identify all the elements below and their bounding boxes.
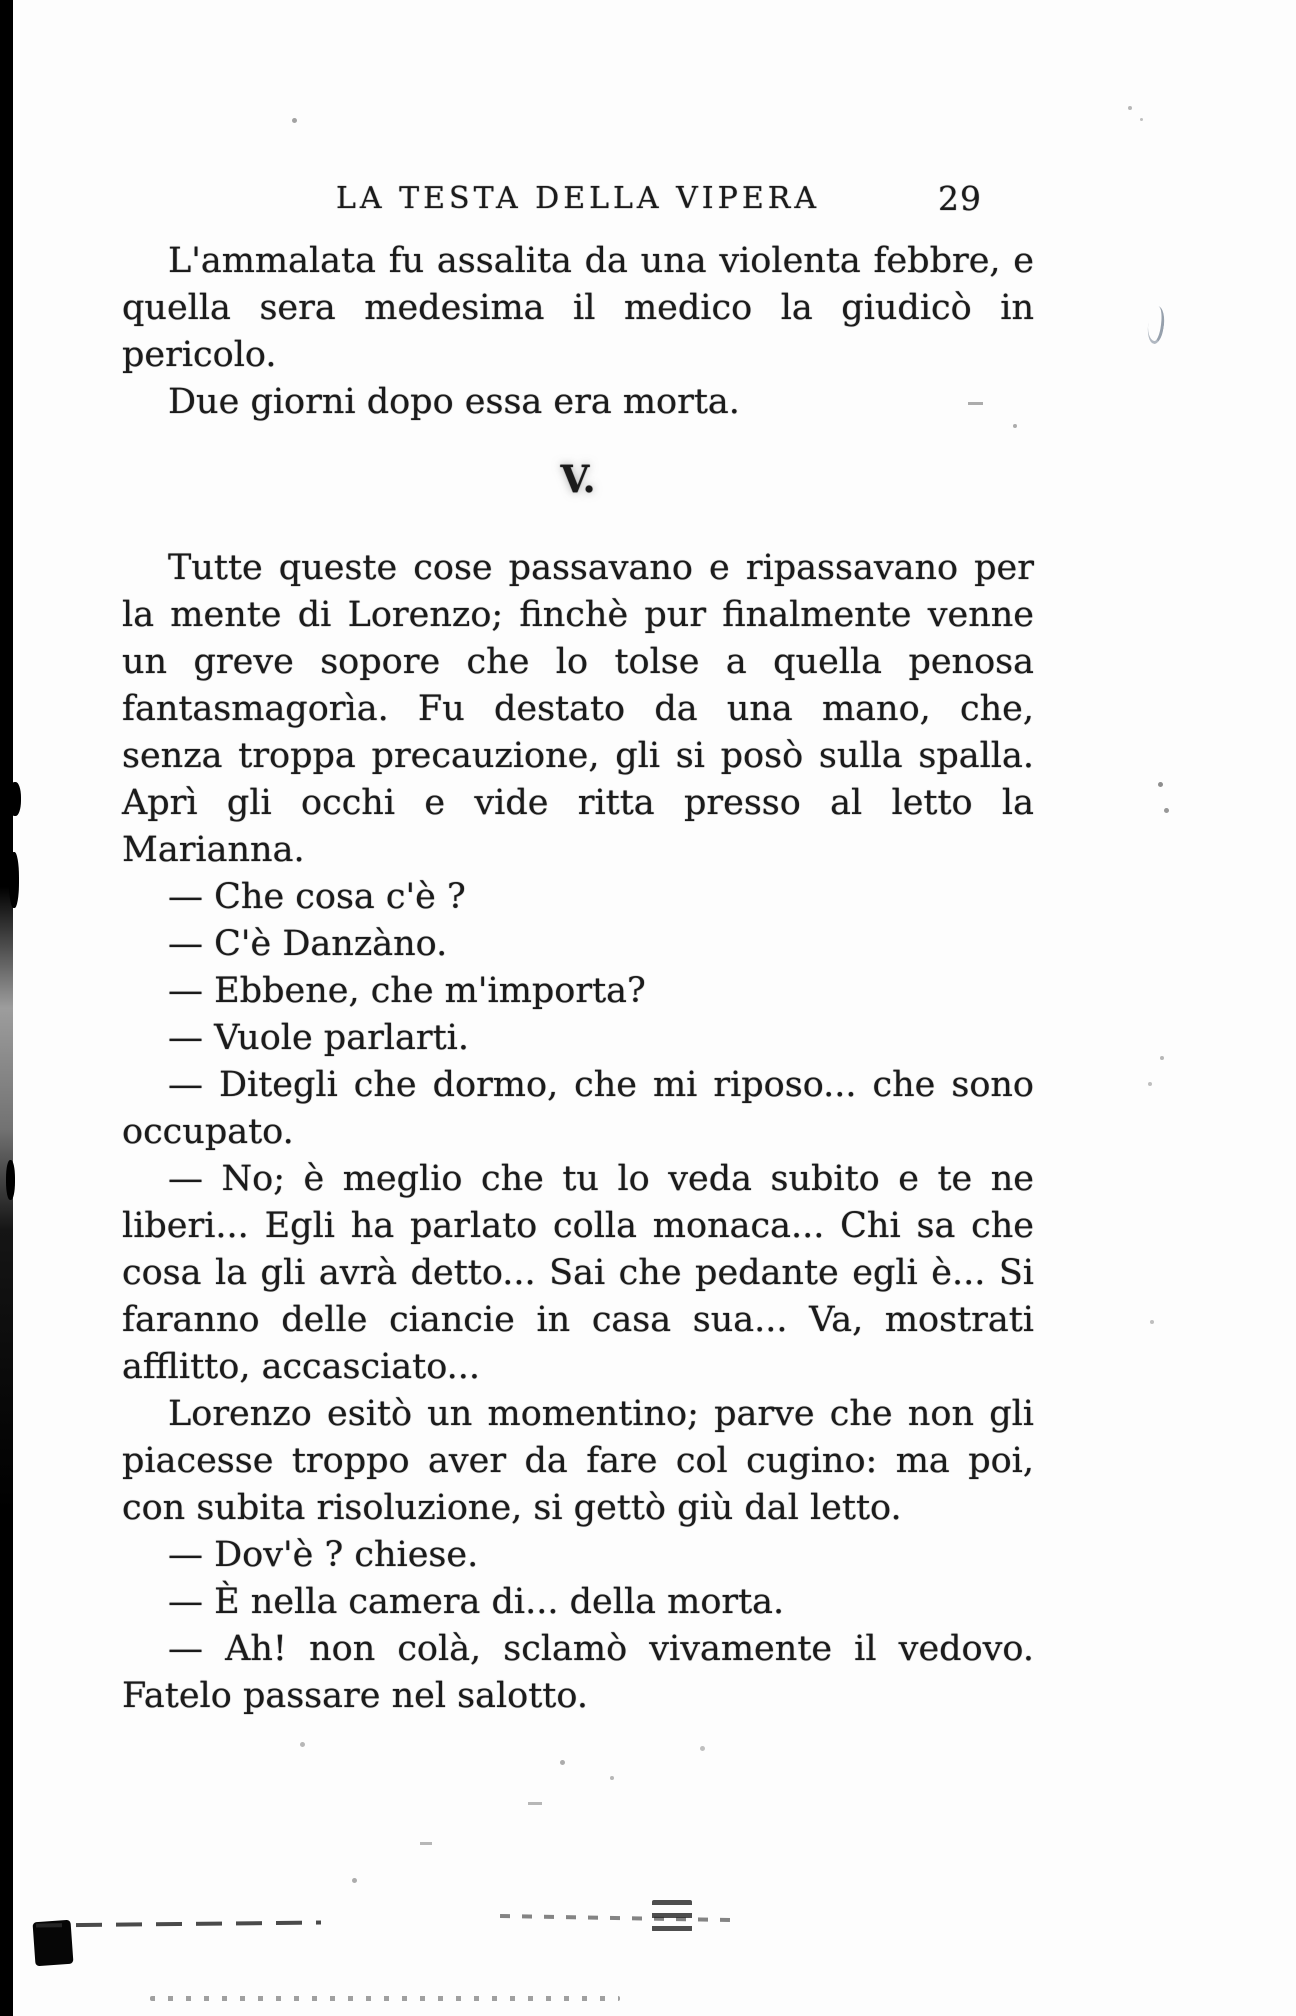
dialogue-line: — Ah! non colà, sclamò vivamente il vedovo. Fatelo passare nel salotto. <box>122 1629 1034 1716</box>
paragraph: Tutte queste cose passavano e ripassavano per la mente di Lorenzo; finchè pur finalmente venne un greve sopore che lo tolse a quella penosa fantasmagorìa. Fu destato da una mano, che, senza troppa precauzione, gli si posò sulla spalla. Aprì gli occhi e vide ritta presso al letto la Marianna. <box>122 548 1034 870</box>
paragraph: Lorenzo esitò un momentino; parve che non gli piacesse troppo aver da fare col cugino: ma poi, con subita risoluzione, si gettò giù dal letto. <box>122 1394 1034 1528</box>
scan-speck <box>1158 782 1163 787</box>
scan-edge-blot <box>9 852 19 908</box>
scan-smudge-mark <box>652 1900 692 1932</box>
dialogue-line: — Ebbene, che m'importa? <box>168 971 646 1011</box>
scan-speck <box>1150 1320 1154 1324</box>
chapter-running-title: LA TESTA DELLA VIPERA <box>335 181 820 216</box>
scan-dash-line <box>36 1921 321 1928</box>
dialogue-line: — Ditegli che dormo, che mi riposo... che sono occupato. <box>122 1065 1034 1152</box>
scan-speck <box>560 1760 565 1765</box>
dialogue-line: — Dov'è ? chiese. <box>168 1535 479 1575</box>
paragraph: Due giorni dopo essa era morta. <box>168 382 740 422</box>
scan-speck <box>1164 808 1169 813</box>
scan-edge-blot <box>6 1160 15 1200</box>
dialogue-line: — No; è meglio che tu lo veda subito e te ne liberi... Egli ha parlato colla monaca... Chi sa che cosa la gli avrà detto... Sai che pedante egli è... Si faranno delle ciancie in casa sua... Va, mostrati afflitto, accasciato... <box>122 1159 1034 1387</box>
scan-speck <box>352 1878 357 1883</box>
scan-speck <box>1160 1056 1164 1060</box>
scan-dots-row <box>150 1996 620 2001</box>
scan-dash <box>420 1842 432 1845</box>
scan-squiggle <box>1145 305 1167 345</box>
scan-speck <box>610 1776 614 1780</box>
scan-speck <box>300 1742 305 1747</box>
scan-speck <box>292 118 297 123</box>
dialogue-line: — Che cosa c'è ? <box>168 877 466 917</box>
running-header <box>122 176 1034 222</box>
scan-speck <box>1128 106 1132 110</box>
scan-edge-blot <box>9 782 21 816</box>
dialogue-line: — C'è Danzàno. <box>168 924 448 964</box>
scan-dash-line <box>500 1914 730 1922</box>
scan-dash <box>528 1802 542 1805</box>
dialogue-line: — È nella camera di... della morta. <box>168 1582 785 1622</box>
paragraph: L'ammalata fu assalita da una violenta febbre, e quella sera medesima il medico la giudicò in pericolo. <box>122 241 1034 375</box>
page-content <box>122 176 1034 1720</box>
binding-shadow <box>0 0 13 2016</box>
scan-speck <box>1140 118 1143 121</box>
scan-speck <box>1148 1082 1152 1086</box>
section-heading: V. <box>560 457 596 501</box>
scan-speck <box>700 1746 705 1751</box>
dialogue-line: — Vuole parlarti. <box>168 1018 469 1058</box>
page-number: 29 <box>938 179 982 218</box>
